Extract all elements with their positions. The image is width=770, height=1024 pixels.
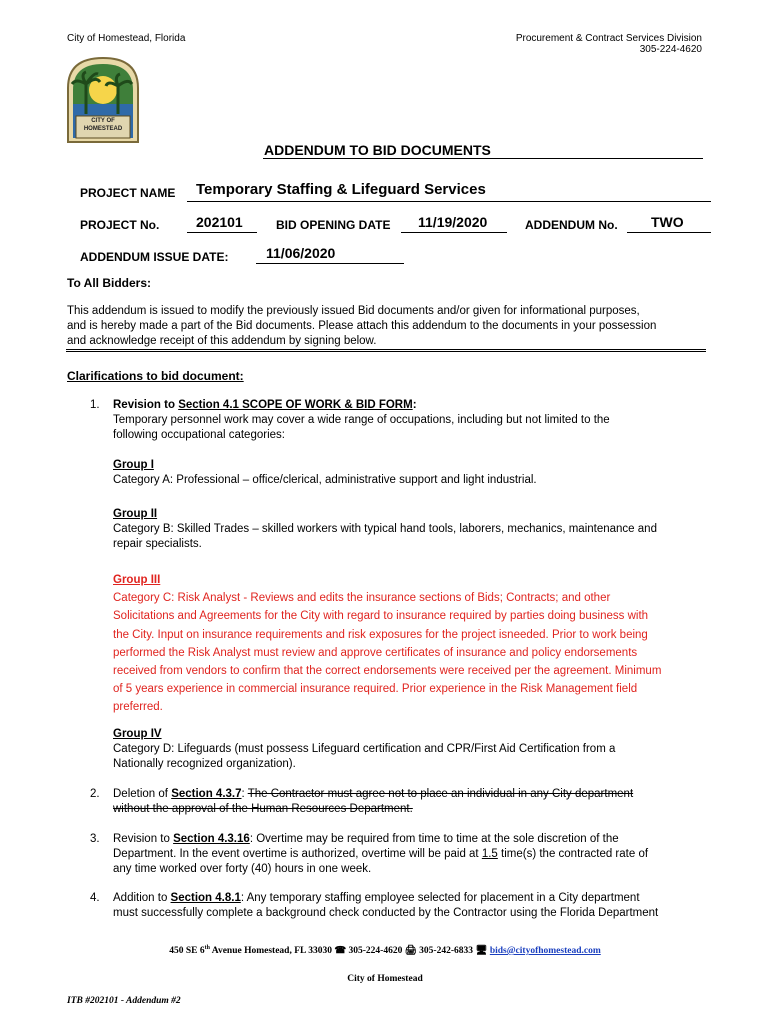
bid-opening-value: 11/19/2020 <box>418 214 488 230</box>
item2-number: 2. <box>90 788 100 800</box>
item4-prefix: Addition to <box>113 892 171 904</box>
project-no-value: 202101 <box>196 214 243 230</box>
item4-line2: must successfully complete a background check conducted by the Contractor using the Florida Department <box>113 907 659 919</box>
item4-section: Section 4.8.1 <box>170 892 241 904</box>
group-1-title: Group I <box>113 459 154 471</box>
project-no-label: PROJECT No. <box>80 218 160 232</box>
group-2-line: Category B: Skilled Trades – skilled workers with typical hand tools, laborers, mechanics, maintenance and <box>113 523 657 535</box>
group-4-line: Category D: Lifeguards (must possess Lifeguard certification and CPR/First Aid Certification from a <box>113 743 616 755</box>
header-division-name: Procurement & Contract Services Division <box>515 33 702 44</box>
item2-struck-text: The Contractor must agree not to place an individual in any City department <box>247 788 634 800</box>
group-3 <box>113 571 708 717</box>
group-2-title: Group II <box>113 508 158 520</box>
group-4-title: Group IV <box>113 728 162 740</box>
item3-rest: : Overtime may be required from time to time at the sole discretion of the <box>249 833 619 845</box>
footer-city: City of Homestead <box>347 974 423 984</box>
project-name-value: Temporary Staffing & Lifeguard Services <box>196 181 486 198</box>
logo-line2: HOMESTEAD <box>83 126 123 132</box>
item3-number: 3. <box>90 833 100 845</box>
logo-text <box>76 117 130 133</box>
intro-line: This addendum is issued to modify the previously issued Bid documents and/or given for informational purposes, <box>67 305 640 317</box>
item2-colon: : <box>241 788 248 800</box>
item4-rest: : Any temporary staffing employee selected for placement in a City department <box>240 892 640 904</box>
item3-rate: 1.5 <box>481 848 498 860</box>
footer-itb: ITB #202101 - Addendum #2 <box>67 996 181 1006</box>
item1-heading <box>113 398 708 413</box>
item4-line1 <box>113 891 708 906</box>
intro-rule <box>66 349 706 352</box>
item4 <box>113 891 708 921</box>
project-name-field <box>187 181 711 202</box>
project-no-field <box>187 214 257 233</box>
header-phone: 305-224-4620 <box>639 44 702 55</box>
group-3-line: received from vendors to confirm that the correct endorsements were received per the agreement. Minimum <box>113 665 662 678</box>
footer-address <box>0 945 770 956</box>
item1-section: Section 4.1 SCOPE OF WORK & BID FORM <box>178 399 413 411</box>
group-2 <box>113 507 708 552</box>
item3-line1 <box>113 832 708 847</box>
group-3-title: Group III <box>113 574 161 586</box>
item1-number: 1. <box>90 399 100 411</box>
title-rule <box>263 158 703 159</box>
item2-prefix: Deletion of <box>113 788 172 800</box>
group-1 <box>113 458 708 488</box>
item3-prefix: Revision to <box>113 833 174 845</box>
item3-line2 <box>113 847 708 862</box>
document-title: ADDENDUM TO BID DOCUMENTS <box>264 142 491 158</box>
footer-contacts: Avenue Homestead, FL 33030 ☎ 305-224-4620 🖨 305-242-6833 🖥 <box>209 946 490 957</box>
city-logo <box>64 54 142 146</box>
addendum-no-field <box>627 214 711 233</box>
item1-body-line: following occupational categories: <box>113 429 285 441</box>
intro-paragraph <box>67 304 707 349</box>
group-1-line: Category A: Professional – office/clerical, administrative support and light industrial. <box>113 474 537 486</box>
item1-body-line: Temporary personnel work may cover a wide range of occupations, including but not limited to the <box>113 414 610 426</box>
group-3-line: the City. Input on insurance requirements and risk exposures for the project isneeded. Prior to work being <box>113 628 648 641</box>
group-3-line: preferred. <box>113 701 163 714</box>
issue-date-field <box>256 245 404 264</box>
item2-line1 <box>113 787 708 802</box>
footer-sup: th <box>204 945 210 951</box>
item3-line2-text: Department. In the event overtime is authorized, overtime will be paid at <box>113 848 482 860</box>
group-4 <box>113 727 708 772</box>
item1 <box>113 398 708 443</box>
header-division <box>516 33 702 55</box>
group-3-line: Category C: Risk Analyst - Reviews and edits the insurance sections of Bids; Contracts; and other <box>113 592 611 605</box>
issue-date-value: 11/06/2020 <box>266 245 336 261</box>
clarifications-heading: Clarifications to bid document: <box>67 369 244 383</box>
item2-section: Section 4.3.7 <box>171 788 242 800</box>
item2-struck-line2: without the approval of the Human Resources Department. <box>113 803 413 815</box>
header-city: City of Homestead, Florida <box>67 33 186 44</box>
addendum-no-value: TWO <box>651 214 684 230</box>
project-name-label: PROJECT NAME <box>80 186 176 200</box>
issue-date-label: ADDENDUM ISSUE DATE: <box>80 250 229 264</box>
item3-line3: any time worked over forty (40) hours in one week. <box>113 863 372 875</box>
footer-email-link[interactable]: bids@cityofhomestead.com <box>489 946 601 957</box>
bid-opening-field <box>401 214 507 233</box>
to-all-bidders: To All Bidders: <box>67 276 151 290</box>
group-3-line: Solicitations and Agreements for the City with regard to insurance required by parties doing business with <box>113 610 649 623</box>
bid-opening-label: BID OPENING DATE <box>276 218 391 232</box>
footer-street: 450 SE 6 <box>169 946 205 957</box>
group-3-line: of 5 years experience in commercial insurance required. Prior experience in the Risk Management field <box>113 683 638 696</box>
group-3-line: performed the Risk Analyst must review and approve certificates of insurance and policy endorsements <box>113 646 638 659</box>
addendum-no-label: ADDENDUM No. <box>525 218 618 232</box>
logo-line1: CITY OF <box>91 118 115 124</box>
item2 <box>113 787 708 817</box>
item1-colon: : <box>412 399 417 411</box>
group-2-line: repair specialists. <box>113 538 202 550</box>
item3-section: Section 4.3.16 <box>173 833 250 845</box>
group-4-line: Nationally recognized organization). <box>113 758 296 770</box>
item3-line2-tail: time(s) the contracted rate of <box>497 848 649 860</box>
item3 <box>113 832 708 877</box>
item1-prefix: Revision to <box>113 399 179 411</box>
intro-line: and acknowledge receipt of this addendum by signing below. <box>67 335 377 347</box>
intro-line: and is hereby made a part of the Bid documents. Please attach this addendum to the documents in your possession <box>67 320 657 332</box>
item4-number: 4. <box>90 892 100 904</box>
